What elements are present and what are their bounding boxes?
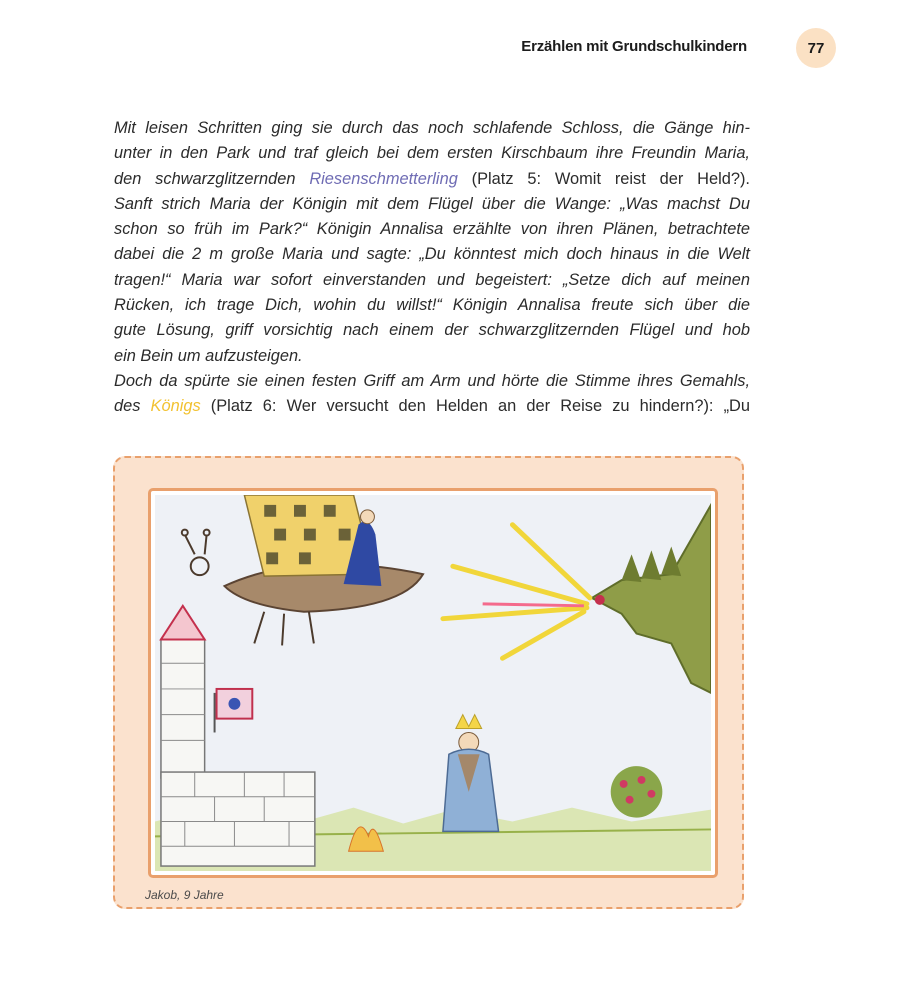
text-line: ein Bein um aufzusteigen. <box>114 346 303 365</box>
text-line: Rücken, ich trage Dich, wohin du willst!“ Königin Annalisa freute sich über die <box>114 296 750 315</box>
text-line: Sanft strich Maria der Königin mit dem Flügel über die Wange: „Was machst Du <box>114 194 750 213</box>
highlight-riesenschmetterling: Riesenschmetterling <box>309 169 458 188</box>
highlight-koenigs: Königs <box>150 397 201 416</box>
drawing-illustration <box>155 495 711 871</box>
text-line: dabei die 2 m große Maria und sagte: „Du könntest mich doch hinaus in die Welt <box>114 245 750 264</box>
text-line: des Königs (Platz 6: Wer versucht den Helden an der Reise zu hindern?): „Du <box>114 397 750 416</box>
text-line: Doch da spürte sie einen festen Griff am Arm und hörte die Stimme ihres Gemahls, <box>114 371 750 390</box>
running-title: Erzählen mit Grundschulkindern <box>521 38 747 55</box>
figure-caption: Jakob, 9 Jahre <box>145 888 224 902</box>
text-line: Mit leisen Schritten ging sie durch das noch schlafende Schloss, die Gänge hin- <box>114 119 750 137</box>
text-line: den schwarzglitzernden Riesenschmetterling (Platz 5: Womit reist der Held?). <box>114 169 750 188</box>
figure-box <box>113 456 744 909</box>
text-line: schon so früh im Park?“ Königin Annalisa erzählte von ihren Plänen, betrachtete <box>114 220 750 239</box>
text-line: tragen!“ Maria war sofort einverstanden und begeistert: „Setze dich auf meinen <box>114 270 750 289</box>
story-text <box>114 116 750 420</box>
child-drawing <box>148 488 718 878</box>
page-number-badge: 77 <box>796 28 836 68</box>
text-line: gute Lösung, griff vorsichtig nach einem der schwarzglitzernden Flügel und hob <box>114 321 750 340</box>
text-line: unter in den Park und traf gleich bei dem ersten Kirschbaum ihre Freundin Maria, <box>114 144 750 163</box>
